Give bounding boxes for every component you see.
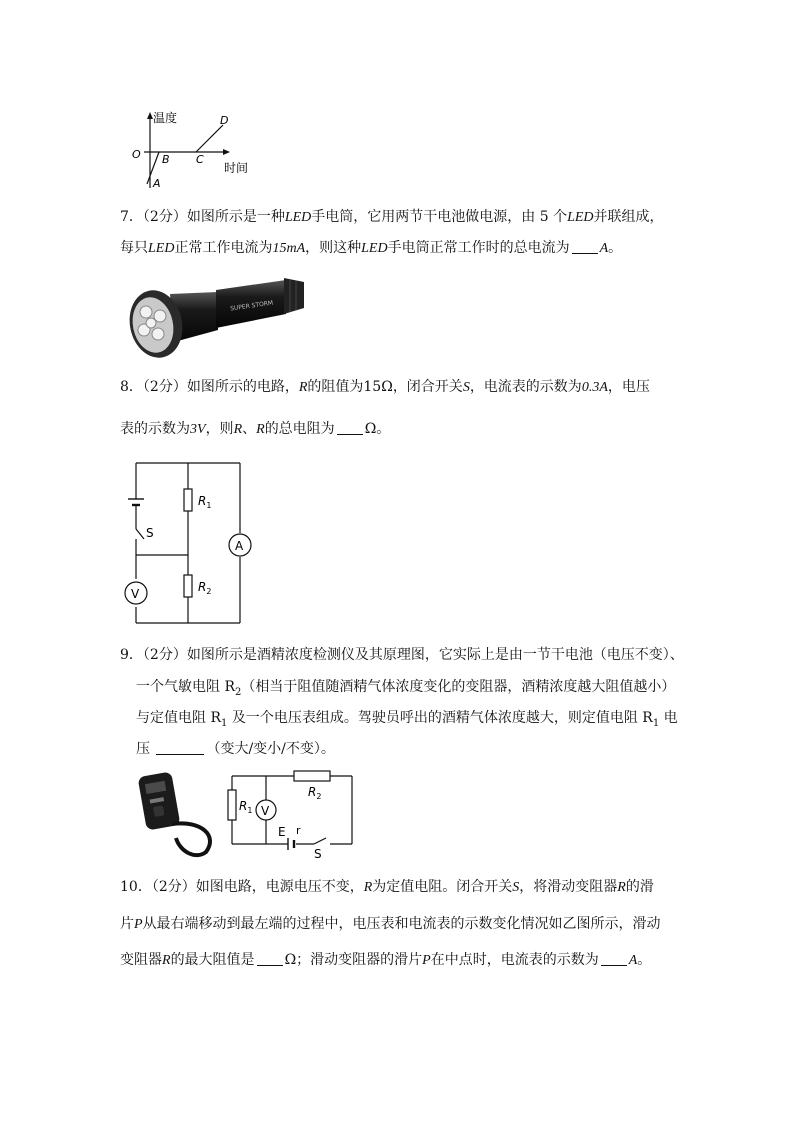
q9-internal-resistance-label: r xyxy=(296,824,301,837)
q10-line-1: 10．（2分）如图电路，电源电压不变，R为定值电阻。闭合开关S，将滑动变阻器R的滑 xyxy=(120,879,654,895)
flashlight-image xyxy=(118,272,308,362)
q7-line-1: 7．（2分）如图所示是一种LED手电筒，它用两节干电池做电源，由 5 个LED并联组成， xyxy=(120,209,664,225)
q10-line-2: 片P从最右端移动到最左端的过程中，电压表和电流表的示数变化情况如乙图所示，滑动 xyxy=(120,916,661,932)
q9-answer-blank xyxy=(156,740,204,755)
q9-r1-label: $R_1$ xyxy=(239,799,253,815)
q8-line-1: 8．（2分）如图所示的电路，R的阻值为15Ω，闭合开关S，电流表的示数为0.3A，电压 xyxy=(120,379,650,395)
q7-line-2: 每只LED正常工作电流为15mA，则这种LED手电筒正常工作时的总电流为 A。 xyxy=(120,240,623,256)
q8-voltmeter-label: V xyxy=(131,587,140,601)
breathalyzer-image xyxy=(132,768,222,860)
q8-ammeter-label: A xyxy=(235,539,244,553)
q9-line-1: 9．（2分）如图所示是酒精浓度检测仪及其原理图，它实际上是由一节干电池（电压不变）、 xyxy=(120,647,684,663)
q9-circuit-diagram xyxy=(220,768,360,860)
graph-point-d: D xyxy=(220,114,229,127)
q9-line-4: 压 （变大/变小/不变）。 xyxy=(136,741,335,757)
graph-x-label: 时间 xyxy=(224,161,249,175)
q10-answer-blank-1 xyxy=(257,951,283,966)
graph-y-label: 温度 xyxy=(153,111,178,125)
q8-r2-label: $R_2$ xyxy=(198,580,212,596)
q8-switch-label: S xyxy=(146,526,154,540)
q8-circuit-diagram xyxy=(118,455,278,630)
q8-line-2: 表的示数为3V，则R、R的总电阻为 Ω。 xyxy=(120,421,391,437)
graph-point-o: O xyxy=(132,148,141,161)
q9-line-2: 一个气敏电阻 $R_2$（相当于阻值随酒精气体浓度变化的变阻器，酒精浓度越大阻值越小） xyxy=(136,679,676,698)
q7-answer-blank xyxy=(572,239,598,254)
graph-point-c: C xyxy=(196,153,204,166)
graph-point-b: B xyxy=(162,153,170,166)
q8-answer-blank xyxy=(337,420,363,435)
q9-switch-label: S xyxy=(314,847,322,860)
graph-point-a: A xyxy=(153,177,161,190)
q9-emf-label: E xyxy=(278,825,286,839)
q9-voltmeter-label: V xyxy=(261,804,270,818)
temperature-time-graph xyxy=(128,108,258,192)
q9-r2-label: $R_2$ xyxy=(308,785,322,801)
q10-line-3: 变阻器R的最大阻值是 Ω；滑动变阻器的滑片P在中点时，电流表的示数为 A。 xyxy=(120,952,652,968)
q10-answer-blank-2 xyxy=(601,951,627,966)
q9-line-3: 与定值电阻 $R_1$ 及一个电压表组成。驾驶员呼出的酒精气体浓度越大，则定值电阻 $R_1$ 电 xyxy=(136,710,678,729)
flashlight-brand-text: SUPER STORM xyxy=(229,299,274,313)
q8-r1-label: $R_1$ xyxy=(198,494,212,510)
